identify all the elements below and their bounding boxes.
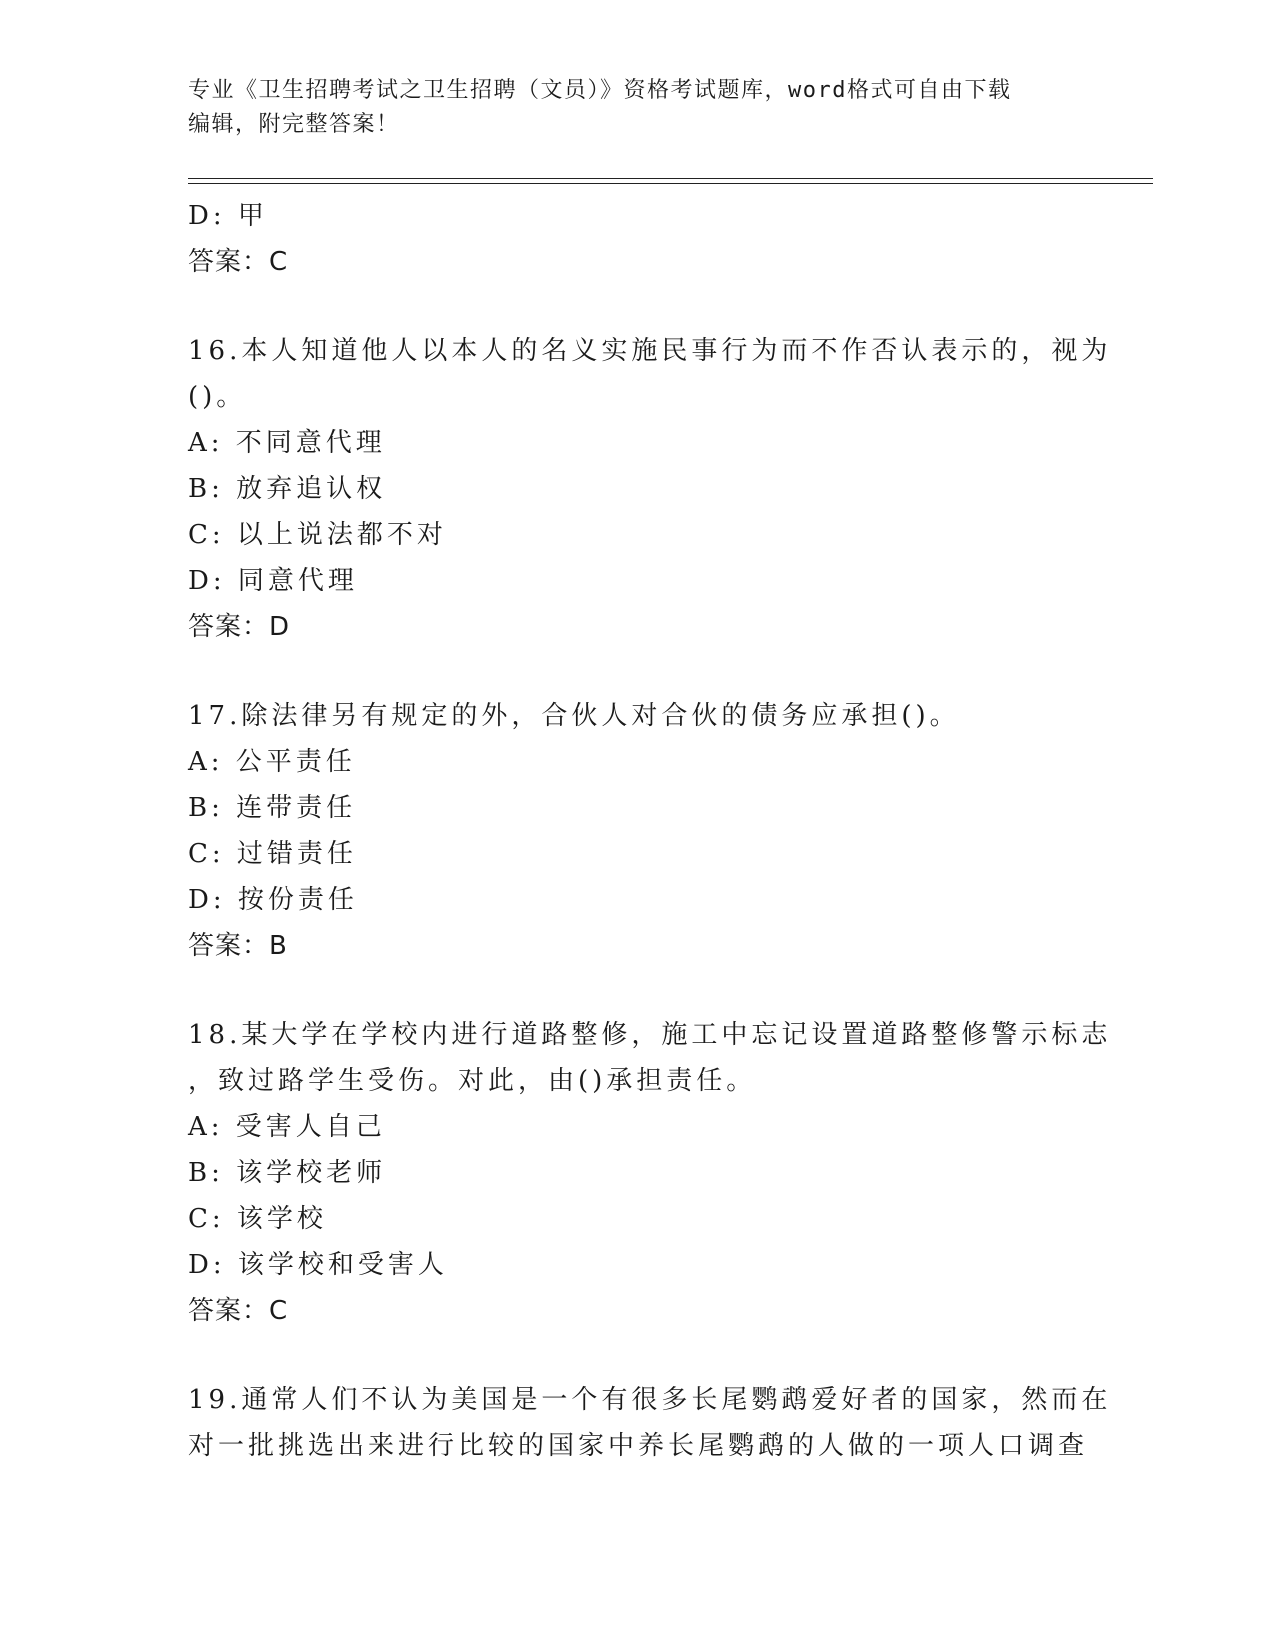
prev-option-d: D: 甲 [188, 201, 268, 231]
option-a: A: 受害人自己 [188, 1112, 386, 1142]
option-b: B: 该学校老师 [188, 1158, 387, 1188]
prev-answer: 答案：C [188, 247, 289, 277]
option-c: C: 以上说法都不对 [188, 520, 447, 550]
question-text-cont: ，致过路学生受伤。对此，由()承担责任。 [188, 1066, 757, 1096]
option-c: C: 过错责任 [188, 839, 357, 869]
spacer [188, 285, 1088, 328]
option-c: C: 该学校 [188, 1204, 327, 1234]
option-a: A: 公平责任 [188, 747, 356, 777]
header-divider-bottom [188, 183, 1153, 184]
header-line-1: 专业《卫生招聘考试之卫生招聘（文员）》资格考试题库，word格式可自由下载 [188, 78, 1012, 103]
question-text: 17.除法律另有规定的外，合伙人对合伙的债务应承担()。 [188, 701, 960, 731]
answer: 答案：C [188, 1296, 289, 1326]
question-text-cont: ()。 [188, 382, 247, 412]
question-16 [188, 328, 1112, 650]
option-a: A: 不同意代理 [188, 428, 386, 458]
spacer [188, 1334, 1088, 1377]
question-text: 18.某大学在学校内进行道路整修，施工中忘记设置道路整修警示标志 [188, 1020, 1112, 1050]
answer: 答案：D [188, 612, 291, 642]
option-d: D: 按份责任 [188, 885, 358, 915]
header-divider-top [188, 178, 1153, 179]
question-19 [188, 1377, 1112, 1469]
spacer [188, 969, 1088, 1012]
option-d: D: 该学校和受害人 [188, 1250, 448, 1280]
option-b: B: 放弃追认权 [188, 474, 387, 504]
header-line-2: 编辑，附完整答案！ [188, 112, 400, 137]
question-text: 16.本人知道他人以本人的名义实施民事行为而不作否认表示的，视为 [188, 336, 1112, 366]
answer: 答案：B [188, 931, 288, 961]
question-18 [188, 1012, 1112, 1334]
question-text-cont: 对一批挑选出来进行比较的国家中养长尾鹦鹉的人做的一项人口调查 [188, 1431, 1089, 1461]
question-list [188, 193, 1112, 1469]
option-b: B: 连带责任 [188, 793, 357, 823]
option-d: D: 同意代理 [188, 566, 358, 596]
page-header [188, 74, 1088, 142]
spacer [188, 650, 1088, 693]
question-text: 19.通常人们不认为美国是一个有很多长尾鹦鹉爱好者的国家，然而在 [188, 1385, 1112, 1415]
question-17 [188, 693, 1088, 969]
